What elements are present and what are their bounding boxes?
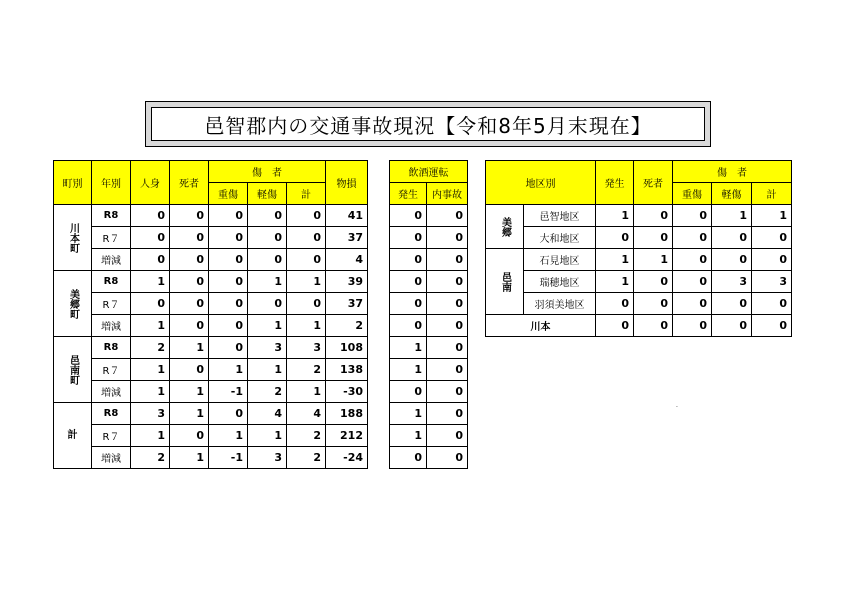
value-cell: 0 — [209, 205, 248, 227]
table-row — [54, 249, 368, 271]
table-row — [54, 447, 368, 469]
value-cell: 0 — [287, 249, 326, 271]
area-value-cell: 0 — [634, 293, 673, 315]
value-cell: 3 — [287, 337, 326, 359]
value-cell: 0 — [170, 205, 209, 227]
area-value-cell: 0 — [596, 315, 634, 337]
area-value-cell: 0 — [634, 271, 673, 293]
drunk-value-cell: 1 — [390, 425, 427, 447]
header-area-light: 軽傷 — [712, 183, 752, 205]
area-value-cell: 0 — [673, 249, 712, 271]
header-town: 町別 — [54, 161, 92, 205]
drunk-value-cell: 0 — [427, 337, 468, 359]
value-cell: 0 — [170, 359, 209, 381]
value-cell: 1 — [131, 381, 170, 403]
value-cell: 0 — [248, 227, 287, 249]
drunk-value-cell: 0 — [427, 403, 468, 425]
value-cell: 1 — [170, 381, 209, 403]
drunk-value-cell: 0 — [390, 447, 427, 469]
drunk-value-cell: 0 — [427, 447, 468, 469]
value-cell: 0 — [131, 249, 170, 271]
value-cell: 0 — [170, 315, 209, 337]
area-value-cell: 0 — [712, 293, 752, 315]
value-cell: 4 — [287, 403, 326, 425]
table-row — [486, 227, 792, 249]
value-cell: 0 — [287, 205, 326, 227]
drunk-value-cell: 0 — [427, 359, 468, 381]
drunk-value-cell: 0 — [390, 271, 427, 293]
table-row — [486, 315, 792, 337]
area-value-cell: 0 — [673, 315, 712, 337]
drunk-value-cell: 0 — [390, 249, 427, 271]
table-row — [486, 205, 792, 227]
area-value-cell: 0 — [634, 315, 673, 337]
table-row — [390, 403, 468, 425]
area-value-cell: 1 — [596, 249, 634, 271]
value-cell: 3 — [248, 447, 287, 469]
town-name: 邑南町 — [54, 337, 92, 403]
drunk-value-cell: 1 — [390, 403, 427, 425]
area-value-cell: 0 — [673, 205, 712, 227]
value-cell: 0 — [170, 271, 209, 293]
value-cell: 1 — [287, 315, 326, 337]
drunk-value-cell: 0 — [427, 381, 468, 403]
header-area-deaths: 死者 — [634, 161, 673, 205]
table-row — [486, 271, 792, 293]
drunk-value-cell: 1 — [390, 359, 427, 381]
area-value-cell: 0 — [752, 227, 792, 249]
value-cell: 0 — [248, 249, 287, 271]
value-cell: 0 — [170, 293, 209, 315]
drunk-value-cell: 0 — [390, 227, 427, 249]
value-cell: 0 — [170, 227, 209, 249]
area-value-cell: 0 — [712, 249, 752, 271]
value-cell: 3 — [131, 403, 170, 425]
value-cell: 0 — [209, 337, 248, 359]
table-row — [390, 359, 468, 381]
area-value-cell: 0 — [673, 227, 712, 249]
value-cell: 2 — [326, 315, 368, 337]
value-cell: 0 — [209, 271, 248, 293]
drunk-value-cell: 0 — [427, 227, 468, 249]
value-cell: 1 — [170, 403, 209, 425]
value-cell: 1 — [131, 315, 170, 337]
header-injury-accident: 人身 — [131, 161, 170, 205]
drunk-value-cell: 0 — [390, 205, 427, 227]
drunk-value-cell: 0 — [427, 315, 468, 337]
value-cell: 1 — [248, 359, 287, 381]
year-label: R７ — [92, 425, 131, 447]
header-deaths: 死者 — [170, 161, 209, 205]
value-cell: 1 — [131, 425, 170, 447]
table-row — [390, 447, 468, 469]
area-value-cell: 1 — [752, 205, 792, 227]
area-name: 瑞穂地区 — [524, 271, 596, 293]
table-row — [54, 425, 368, 447]
town-name: 美郷町 — [54, 271, 92, 337]
area-value-cell: 1 — [634, 249, 673, 271]
value-cell: 2 — [248, 381, 287, 403]
value-cell: 188 — [326, 403, 368, 425]
value-cell: 212 — [326, 425, 368, 447]
header-light: 軽傷 — [248, 183, 287, 205]
value-cell: 0 — [209, 249, 248, 271]
header-drunk-internal: 内事故 — [427, 183, 468, 205]
value-cell: 2 — [287, 359, 326, 381]
area-value-cell: 0 — [752, 293, 792, 315]
main-accident-table — [53, 160, 368, 469]
area-value-cell: 0 — [634, 227, 673, 249]
value-cell: 0 — [209, 315, 248, 337]
table-row — [390, 315, 468, 337]
value-cell: 0 — [131, 205, 170, 227]
table-row — [390, 205, 468, 227]
value-cell: 39 — [326, 271, 368, 293]
header-year: 年別 — [92, 161, 131, 205]
area-value-cell: 3 — [752, 271, 792, 293]
value-cell: 0 — [248, 293, 287, 315]
value-cell: 2 — [287, 425, 326, 447]
value-cell: 0 — [209, 403, 248, 425]
header-area-occur: 発生 — [596, 161, 634, 205]
header-serious: 重傷 — [209, 183, 248, 205]
year-label: 増減 — [92, 447, 131, 469]
area-group-name: 美郷 — [486, 205, 524, 249]
table-row — [54, 359, 368, 381]
table-row — [390, 425, 468, 447]
header-property: 物損 — [326, 161, 368, 205]
year-label: R8 — [92, 271, 131, 293]
value-cell: 3 — [248, 337, 287, 359]
table-row — [486, 293, 792, 315]
value-cell: -1 — [209, 381, 248, 403]
header-area-injured: 傷 者 — [673, 161, 792, 183]
area-value-cell: 0 — [712, 227, 752, 249]
value-cell: 0 — [131, 293, 170, 315]
header-drunk: 飲酒運転 — [390, 161, 468, 183]
value-cell: 2 — [131, 337, 170, 359]
header-total: 計 — [287, 183, 326, 205]
value-cell: 138 — [326, 359, 368, 381]
value-cell: 0 — [209, 293, 248, 315]
area-value-cell: 0 — [752, 249, 792, 271]
table-row — [54, 315, 368, 337]
table-row — [54, 403, 368, 425]
town-name: 川本町 — [54, 205, 92, 271]
value-cell: 1 — [131, 271, 170, 293]
table-row — [390, 381, 468, 403]
area-value-cell: 0 — [596, 227, 634, 249]
value-cell: 1 — [287, 271, 326, 293]
stray-dot: . — [676, 402, 678, 409]
header-area-serious: 重傷 — [673, 183, 712, 205]
table-row — [390, 293, 468, 315]
value-cell: 0 — [209, 227, 248, 249]
value-cell: 37 — [326, 227, 368, 249]
value-cell: 0 — [287, 293, 326, 315]
value-cell: 0 — [131, 227, 170, 249]
drunk-driving-table — [389, 160, 468, 469]
area-name: 石見地区 — [524, 249, 596, 271]
table-row — [390, 337, 468, 359]
drunk-value-cell: 0 — [427, 271, 468, 293]
drunk-value-cell: 0 — [427, 205, 468, 227]
area-table — [485, 160, 792, 337]
year-label: R７ — [92, 293, 131, 315]
value-cell: 1 — [248, 425, 287, 447]
value-cell: -30 — [326, 381, 368, 403]
value-cell: 1 — [209, 425, 248, 447]
header-injured: 傷 者 — [209, 161, 326, 183]
table-row — [390, 227, 468, 249]
area-name: 邑智地区 — [524, 205, 596, 227]
drunk-value-cell: 0 — [390, 315, 427, 337]
year-label: R8 — [92, 337, 131, 359]
area-value-cell: 0 — [596, 293, 634, 315]
value-cell: 37 — [326, 293, 368, 315]
year-label: R７ — [92, 227, 131, 249]
value-cell: 4 — [326, 249, 368, 271]
area-value-cell: 0 — [712, 315, 752, 337]
area-value-cell: 1 — [596, 205, 634, 227]
area-value-cell: 1 — [596, 271, 634, 293]
value-cell: 1 — [209, 359, 248, 381]
value-cell: 41 — [326, 205, 368, 227]
year-label: 増減 — [92, 315, 131, 337]
value-cell: -24 — [326, 447, 368, 469]
area-name: 羽須美地区 — [524, 293, 596, 315]
table-row — [54, 381, 368, 403]
table-row — [54, 227, 368, 249]
area-value-cell: 0 — [634, 205, 673, 227]
value-cell: 2 — [131, 447, 170, 469]
area-value-cell: 0 — [673, 271, 712, 293]
value-cell: 0 — [287, 227, 326, 249]
value-cell: 1 — [287, 381, 326, 403]
value-cell: 1 — [170, 447, 209, 469]
value-cell: 1 — [248, 315, 287, 337]
year-label: R8 — [92, 403, 131, 425]
value-cell: 0 — [170, 425, 209, 447]
year-label: R７ — [92, 359, 131, 381]
value-cell: 0 — [248, 205, 287, 227]
town-name: 計 — [54, 403, 92, 469]
table-row — [390, 249, 468, 271]
value-cell: 108 — [326, 337, 368, 359]
area-value-cell: 3 — [712, 271, 752, 293]
year-label: R8 — [92, 205, 131, 227]
table-row — [390, 271, 468, 293]
area-name: 大和地区 — [524, 227, 596, 249]
table-row — [486, 249, 792, 271]
value-cell: 4 — [248, 403, 287, 425]
drunk-value-cell: 0 — [427, 249, 468, 271]
header-area-total: 計 — [752, 183, 792, 205]
year-label: 増減 — [92, 381, 131, 403]
year-label: 増減 — [92, 249, 131, 271]
title-box — [145, 101, 711, 147]
value-cell: 1 — [131, 359, 170, 381]
area-kawamoto-name: 川本 — [486, 315, 596, 337]
page-title: 邑智郡内の交通事故現況【令和8年5月末現在】 — [151, 107, 705, 141]
table-row — [54, 205, 368, 227]
area-value-cell: 1 — [712, 205, 752, 227]
area-group-name: 邑南 — [486, 249, 524, 315]
area-value-cell: 0 — [673, 293, 712, 315]
value-cell: -1 — [209, 447, 248, 469]
value-cell: 1 — [170, 337, 209, 359]
drunk-value-cell: 0 — [390, 293, 427, 315]
value-cell: 1 — [248, 271, 287, 293]
value-cell: 2 — [287, 447, 326, 469]
area-value-cell: 0 — [752, 315, 792, 337]
value-cell: 0 — [170, 249, 209, 271]
header-area: 地区別 — [486, 161, 596, 205]
drunk-value-cell: 1 — [390, 337, 427, 359]
header-drunk-occur: 発生 — [390, 183, 427, 205]
table-row — [54, 293, 368, 315]
table-row — [54, 337, 368, 359]
table-row — [54, 271, 368, 293]
drunk-value-cell: 0 — [427, 425, 468, 447]
drunk-value-cell: 0 — [390, 381, 427, 403]
drunk-value-cell: 0 — [427, 293, 468, 315]
